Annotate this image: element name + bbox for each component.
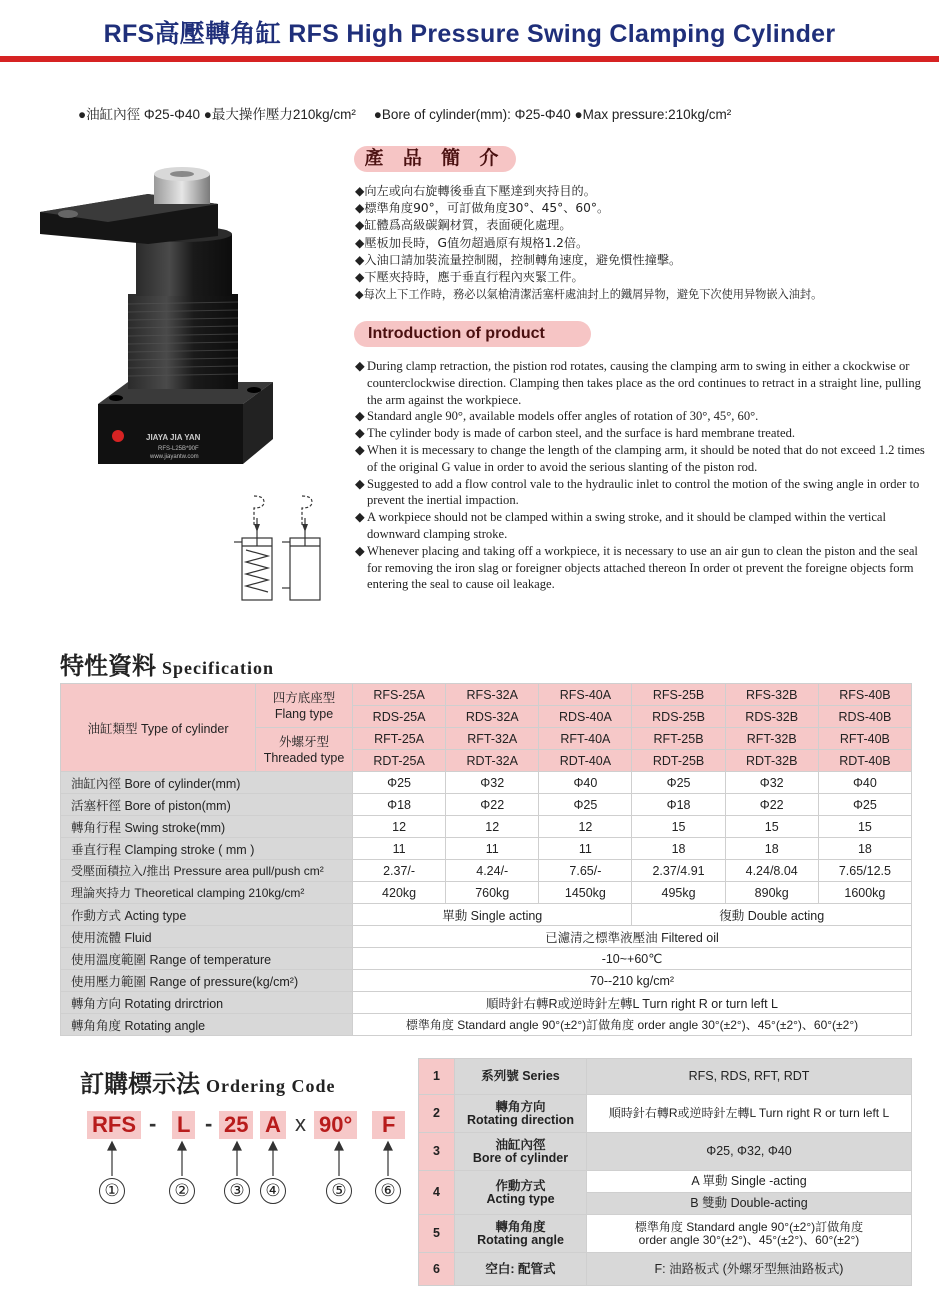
- product-model: RFS-L25B*90F: [158, 446, 199, 452]
- type-label: 油缸類型 Type of cylinder: [61, 684, 256, 772]
- product-image: [28, 164, 348, 474]
- table-row: 油缸類型 Type of cylinder 四方底座型 Flang type RFS-25A RFS-32A RFS-40A RFS-25B RFS-32B RFS-40B: [61, 684, 912, 706]
- table-row: 使用壓力範圍 Range of pressure(kg/cm²) 70--210 kg/cm²: [61, 970, 912, 992]
- bullet-icon: ◆: [355, 543, 365, 558]
- threaded-label: 外螺牙型 Threaded type: [256, 728, 353, 772]
- spec-summary: [78, 103, 731, 123]
- code-part-bore: 25: [219, 1111, 253, 1139]
- intro-en-heading: Introduction of product: [354, 321, 591, 347]
- table-row: 活塞杆徑 Bore of piston(mm) Φ18 Φ22 Φ25 Φ18 Φ22 Φ25: [61, 794, 912, 816]
- code-x: x: [295, 1111, 306, 1136]
- list-item: ◆向左或向右旋轉後垂直下壓達到夾持目的。: [355, 184, 596, 198]
- code-number-4: ④: [260, 1178, 286, 1204]
- list-item: ◆入油口請加裝流量控制閥，控制轉角速度，避免慣性撞擊。: [355, 252, 682, 267]
- table-row: 4 作動方式 Acting type A 單動 Single -acting: [419, 1171, 912, 1193]
- table-row: 5 轉角角度 Rotating angle 標準角度 Standard angle 90°(±2°)訂做角度 order angle 30°(±2°)、45°(±2°)、60°(±2°): [419, 1215, 912, 1253]
- bullet-icon: ◆: [355, 476, 365, 491]
- list-item: ◆下壓夾持時，應于垂直行程內夾緊工件。: [355, 270, 584, 285]
- list-item: ◆ The cylinder body is made of carbon steel, and the surface is hard membrane treated.: [355, 426, 796, 441]
- ordering-title: 訂購標示法 Ordering Code: [80, 1069, 336, 1098]
- title-underline: [0, 56, 939, 62]
- code-number-3: ③: [224, 1178, 250, 1204]
- table-row: 轉角角度 Rotating angle 標準角度 Standard angle 90°(±2°)訂做角度 order angle 30°(±2°)、45°(±2°)、60°(±2°): [61, 1014, 912, 1036]
- hydraulic-symbol-icon: [232, 488, 332, 606]
- code-number-2: ②: [169, 1178, 195, 1204]
- table-row: 使用流體 Fluid 已濾清之標準液壓油 Filtered oil: [61, 926, 912, 948]
- table-row: 垂直行程 Clamping stroke ( mm ) 11 11 11 18 18 18: [61, 838, 912, 860]
- spec-bore-en: ●Bore of cylinder(mm): Φ25-Φ40: [373, 107, 571, 122]
- code-dash: -: [205, 1111, 213, 1136]
- table-row: 理論夾持力 Theoretical clamping 210kg/cm² 420kg 760kg 1450kg 495kg 890kg 1600kg: [61, 882, 912, 904]
- table-row: 轉角行程 Swing stroke(mm) 12 12 12 15 15 15: [61, 816, 912, 838]
- code-arrows-icon: [95, 1140, 405, 1180]
- list-item: ◆缸體爲高級碳鋼材質，表面硬化處理。: [355, 218, 572, 233]
- product-brand: JIAYA JIA YAN: [146, 433, 201, 442]
- list-item: ◆每次上下工作時，務必以氣槍清潔活塞杆處油封上的鐵屑异物，避免下次使用异物嵌入油封。: [355, 288, 823, 302]
- table-row: 2 轉角方向 Rotating direction 順時針右轉R或逆時針左轉L Turn right R or turn left L: [419, 1095, 912, 1133]
- spec-pressure-en: ●Max pressure:210kg/cm²: [574, 107, 732, 122]
- table-row: 轉角方向 Rotating drirctrion 順時針右轉R或逆時針左轉L Turn right R or turn left L: [61, 992, 912, 1014]
- flang-label: 四方底座型 Flang type: [256, 684, 353, 728]
- code-part-angle: 90°: [314, 1111, 357, 1139]
- list-item: ◆壓板加長時，G值勿超過原有規格1.2倍。: [355, 235, 589, 250]
- intro-cn-list: [355, 183, 822, 303]
- table-row: RDT-25A RDT-32A RDT-40A RDT-25B RDT-32B RDT-40B: [61, 750, 912, 772]
- bullet-icon: ◆: [355, 426, 365, 441]
- table-row: 1 系列號 Series RFS, RDS, RFT, RDT: [419, 1059, 912, 1095]
- code-part-acting: A: [260, 1111, 286, 1139]
- table-row: 作動方式 Acting type 單動 Single acting 復動 Double acting: [61, 904, 912, 926]
- bullet-icon: ◆: [355, 409, 365, 424]
- table-row: B 雙動 Double-acting: [419, 1193, 912, 1215]
- code-part-direction: L: [172, 1111, 195, 1139]
- bullet-icon: ◆: [355, 510, 365, 525]
- list-item: ◆ When it is mecessary to change the length of the clamping arm, it should be noted that do not exceed 1.2 times of the original G value in order to avoid the serious slanting of the piston rod.: [355, 442, 925, 474]
- bullet-icon: ◆: [355, 359, 365, 373]
- table-row: 使用溫度範圍 Range of temperature -10~+60℃: [61, 948, 912, 970]
- ordering-table: [418, 1058, 912, 1286]
- list-item: ◆ During clamp retraction, the pistion rod rotates, causing the clamping arm to swing in either a ckockwise or counterclockwise direction. Clamping then takes place as the ord continues to retract in a straight line, pulling the arm against the workpiece.: [355, 359, 921, 407]
- table-row: 油缸內徑 Bore of cylinder(mm) Φ25 Φ32 Φ40 Φ25 Φ32 Φ40: [61, 772, 912, 794]
- code-part-mount: F: [372, 1111, 405, 1139]
- page-title: RFS高壓轉角缸 RFS High Pressure Swing Clamping Cylinder: [103, 20, 836, 48]
- table-row: 6 空白: 配管式 F: 油路板式 (外螺牙型無油路板式): [419, 1253, 912, 1286]
- list-item: ◆ A workpiece should not be clamped within a swing stroke, and it should be clamped within the vertical downward clamping stroke.: [355, 510, 887, 541]
- intro-en-list: [355, 358, 927, 593]
- spec-table: [60, 683, 912, 1036]
- table-row: 受壓面積拉入/推出 Pressure area pull/push cm² 2.37/- 4.24/- 7.65/- 2.37/4.91 4.24/8.04 7.65/12.5: [61, 860, 912, 882]
- bullet-icon: ◆: [355, 442, 365, 457]
- code-dash: -: [149, 1111, 157, 1136]
- code-number-5: ⑤: [326, 1178, 352, 1204]
- code-part-series: RFS: [87, 1111, 141, 1139]
- code-number-1: ①: [99, 1178, 125, 1204]
- list-item: ◆標準角度90°，可訂做角度30°、45°、60°。: [355, 201, 610, 216]
- spec-bore-cn: ●油缸內徑 Φ25-Φ40: [78, 107, 200, 122]
- table-row: RDS-25A RDS-32A RDS-40A RDS-25B RDS-32B RDS-40B: [61, 706, 912, 728]
- list-item: ◆ Standard angle 90°, available models offer angles of rotation of 30°, 45°, 60°.: [355, 409, 759, 424]
- list-item: ◆ Suggested to add a flow control vale to the hydraulic inlet to control the motion of the swing angle in order to prevent the inertial impaction.: [355, 476, 920, 508]
- list-item: ◆ Whenever placing and taking off a workpiece, it is necessary to use an air gun to clean the piston and the seal for removing the iron slag or foreigner objects attached thereon In order ot prevent the foreigne objects form entering the seal to cause oil leakage.: [355, 543, 918, 592]
- code-number-6: ⑥: [375, 1178, 401, 1204]
- spec-pressure-cn: ●最大操作壓力210kg/cm²: [203, 107, 356, 122]
- table-row: 3 油缸內徑 Bore of cylinder Φ25, Φ32, Φ40: [419, 1133, 912, 1171]
- intro-cn-heading: 產 品 簡 介: [354, 146, 516, 172]
- spec-section-title: 特性資料 Specification: [60, 651, 274, 680]
- product-website: www.jiayantw.com: [150, 454, 199, 460]
- table-row: 外螺牙型 Threaded type RFT-25A RFT-32A RFT-40A RFT-25B RFT-32B RFT-40B: [61, 728, 912, 750]
